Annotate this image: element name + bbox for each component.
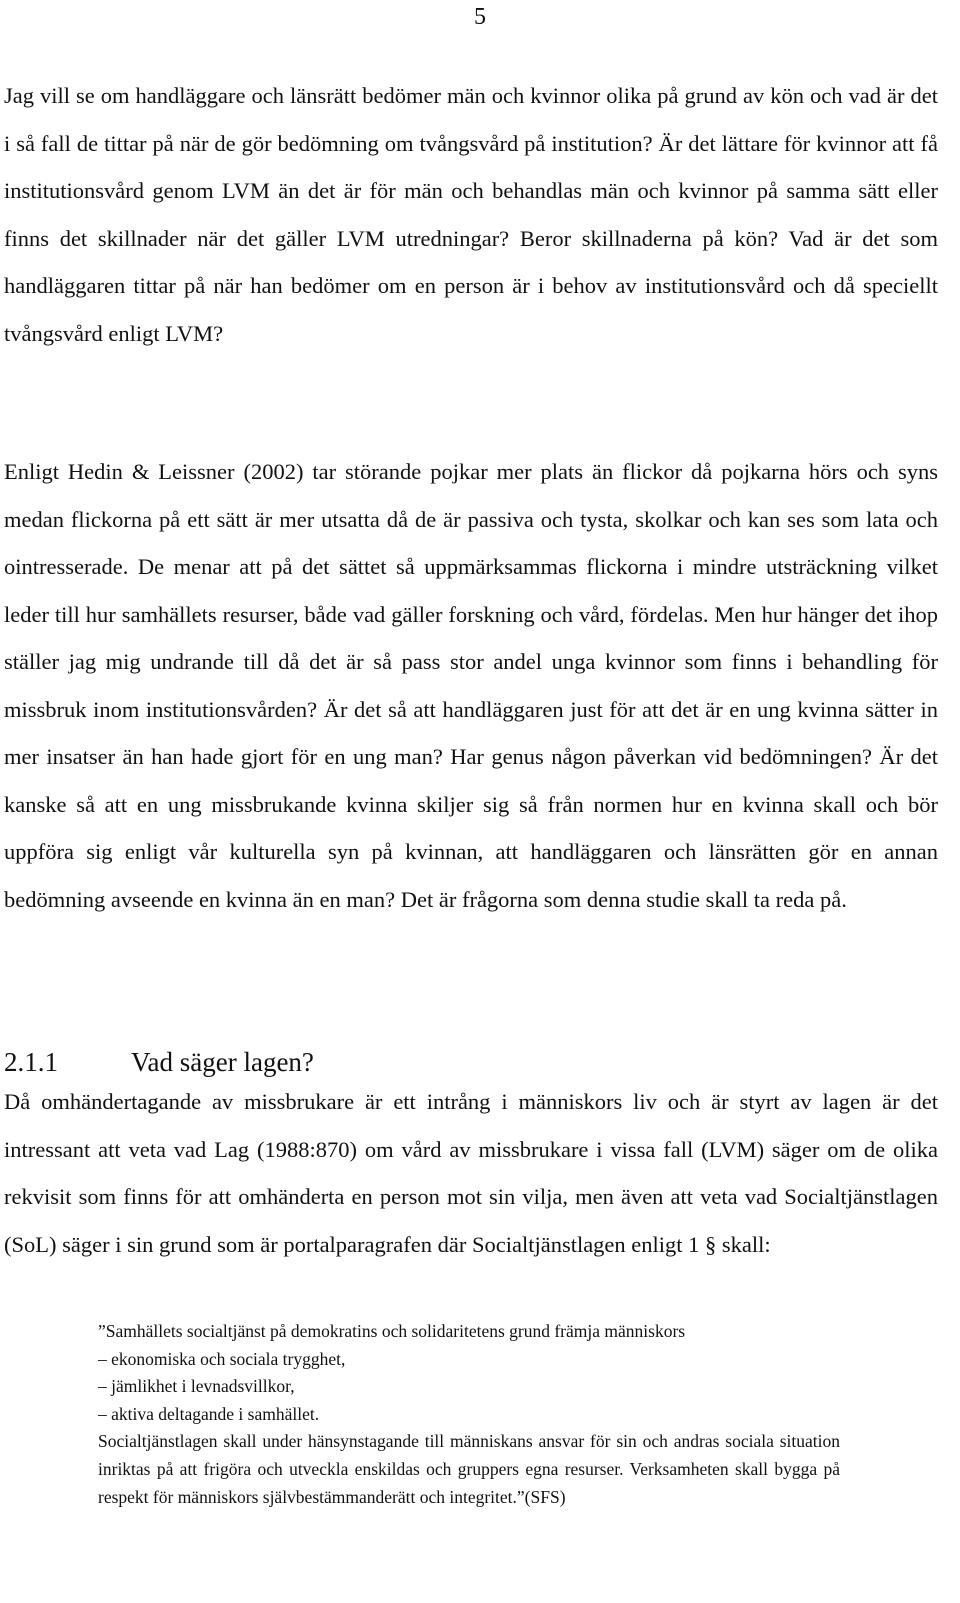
quote-intro: ”Samhällets socialtjänst på demokratins och solidaritetens grund främja människors bbox=[98, 1321, 686, 1341]
page-number: 5 bbox=[474, 4, 486, 30]
quote-list-item: – jämlikhet i levnadsvillkor, bbox=[98, 1376, 295, 1397]
block-quote bbox=[98, 1318, 840, 1511]
quote-list-item: – aktiva deltagande i samhället. bbox=[98, 1403, 320, 1424]
intro-paragraph: Jag vill se om handläggare och länsrätt bedömer män och kvinnor olika på grund av kön och vad är det i så fall de tittar på när de gör bedömning om tvångsvård på institution? Är det lättare för kvinnor att få institutionsvård genom LVM än det är för män och behandlas män och kvinnor på samma sätt eller finns det skillnader när det gäller LVM utredningar? Beror skillnaderna på kön? Vad är det som handläggaren tittar på när han bedömer om en person är i behov av institutionsvård och då speciellt tvångsvård enligt LVM? bbox=[4, 83, 938, 346]
quote-list bbox=[98, 1346, 840, 1429]
law-paragraph: Då omhändertagande av missbrukare är ett intrång i människors liv och är styrt av lagen är det intressant att veta vad Lag (1988:870) om vård av missbrukare i vissa fall (LVM) säger om de olika rekvisit som finns för att omhänderta en person mot sin vilja, men även att veta vad Socialtjänstlagen (SoL) säger i sin grund som är portalparagrafen där Socialtjänstlagen enligt 1 § skall: bbox=[4, 1089, 938, 1257]
section-number: 2.1.1 bbox=[4, 1047, 58, 1077]
quote-closing: Socialtjänstlagen skall under hänsynstagande till människans ansvar för sin och andras sociala situation inriktas på att frigöra och utveckla enskildas och gruppers egna resurser. Verksamheten skall bygga på respekt för människors självbestämmanderätt och integritet.”(SFS) bbox=[98, 1431, 840, 1507]
gender-discussion-paragraph: Enligt Hedin & Leissner (2002) tar störande pojkar mer plats än flickor då pojkarna hörs och syns medan flickorna på ett sätt är mer utsatta då de är passiva och tysta, skolkar och kan ses som lata och ointresserade. De menar att på det sättet så uppmärksammas flickorna i mindre utsträckning vilket leder till hur samhällets resurser, både vad gäller forskning och vård, fördelas. Men hur hänger det ihop ställer jag mig undrande till då det är så pass stor andel unga kvinnor som finns i behandling för missbruk inom institutionsvården? Är det så att handläggaren just för att det är en ung kvinna sätter in mer insatser än han hade gjort för en ung man? Har genus någon påverkan vid bedömningen? Är det kanske så att en ung missbrukande kvinna skiljer sig så från normen hur en kvinna skall och bör uppföra sig enligt vår kulturella syn på kvinnan, att handläggaren och länsrätten gör en annan bedömning avseende en kvinna än en man? Det är frågorna som denna studie skall ta reda på. bbox=[4, 459, 938, 912]
quote-list-item: – ekonomiska och sociala trygghet, bbox=[98, 1348, 346, 1369]
section-heading bbox=[4, 1042, 314, 1082]
section-title: Vad säger lagen? bbox=[131, 1047, 314, 1077]
